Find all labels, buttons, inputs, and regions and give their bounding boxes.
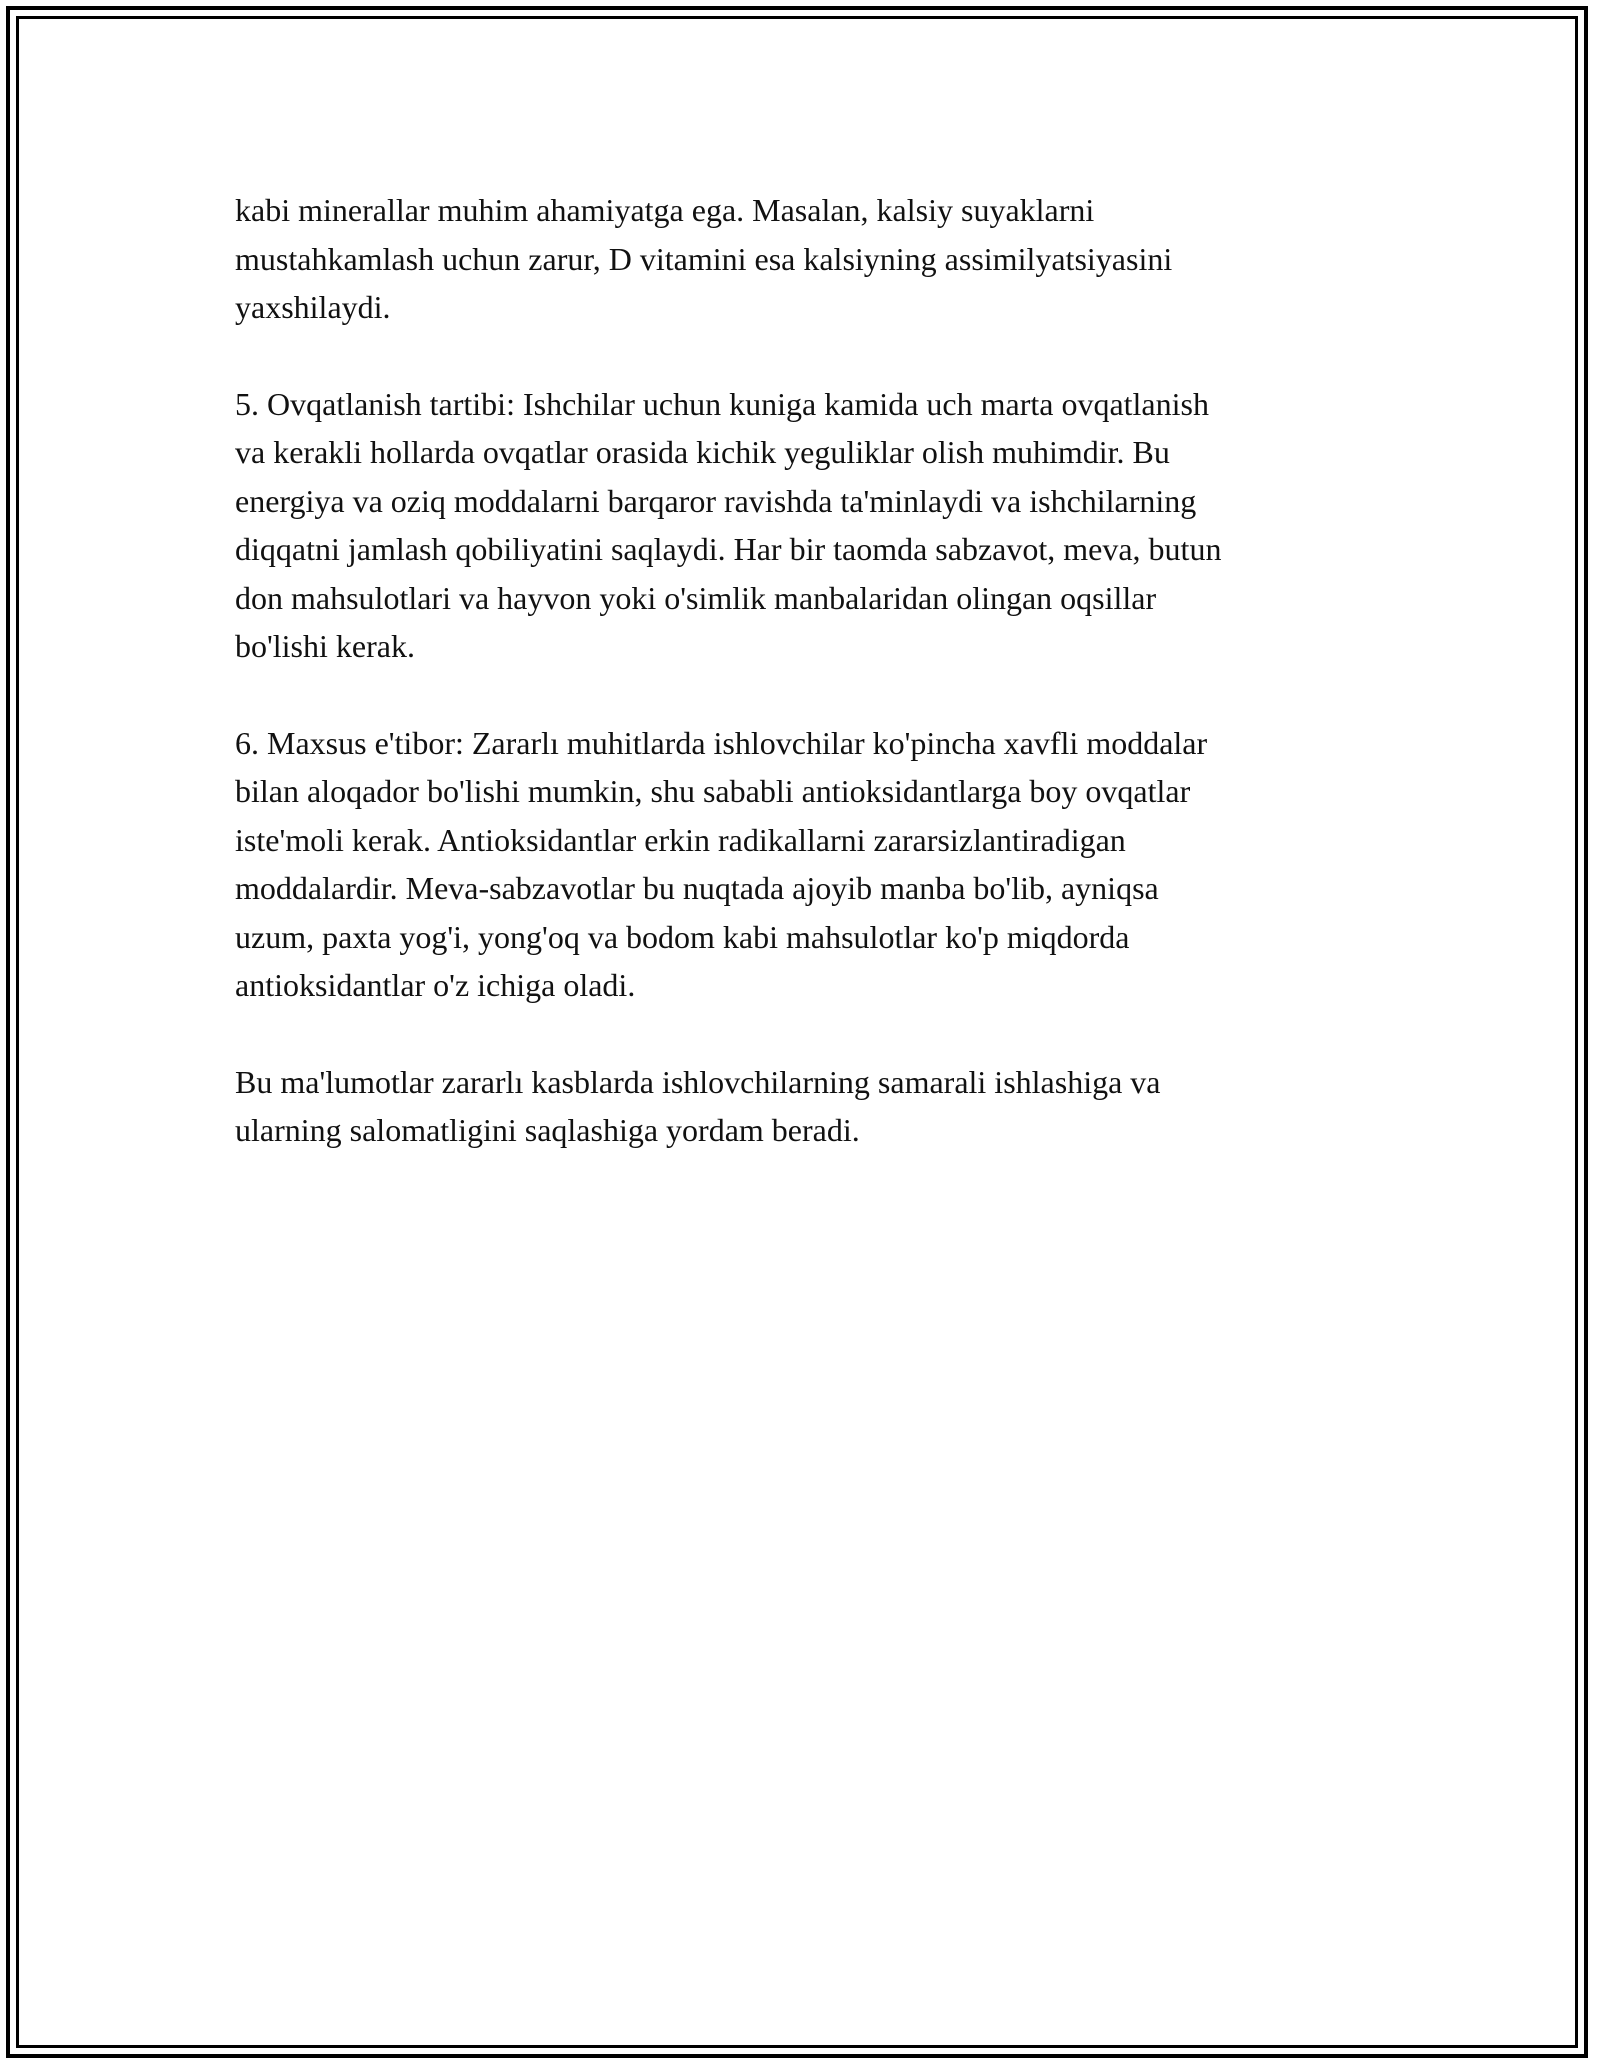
- paragraph-minerals: kabi minerallar muhim ahamiyatga ega. Masalan, kalsiy suyaklarni mustahkamlash uchun zarur, D vitamini esa kalsiyning assimilyatsiyasini yaxshilaydi.: [235, 192, 1173, 325]
- paragraph-meal-schedule: 5. Ovqatlanish tartibi: Ishchilar uchun kuniga kamida uch marta ovqatlanish va kerakli hollarda ovqatlar orasida kichik yeguliklar olish muhimdir. Bu energiya va oziq moddalarni barqaror ravishda ta'minlaydi va ishchilarning diqqatni jamlash qobiliyatini saqlaydi. Har bir taomda sabzavot, meva, butun don mahsulotlari va hayvon yoki o'simlik manbalaridan olingan oqsillar bo'lishi kerak.: [235, 385, 1222, 664]
- paragraph-special-attention: 6. Maxsus e'tibor: Zararlı muhitlarda ishlovchilar ko'pincha xavfli moddalar bilan aloqador bo'lishi mumkin, shu sababli antioksidantlarga boy ovqatlar iste'moli kerak. Antioksidantlar erkin radikallarni zararsizlantiradigan moddalardir. Meva-sabzavotlar bu nuqtada ajoyib manba bo'lib, ayniqsa uzum, paxta yog'i, yong'oq va bodom kabi mahsulotlar ko'p miqdorda antioksidantlar o'z ichiga oladi.: [235, 724, 1208, 1003]
- document-body: [235, 186, 1385, 1203]
- paragraph-conclusion: Bu ma'lumotlar zararlı kasblarda ishlovchilarning samarali ishlashiga va ularning salomatligini saqlashiga yordam beradi.: [235, 1063, 1161, 1148]
